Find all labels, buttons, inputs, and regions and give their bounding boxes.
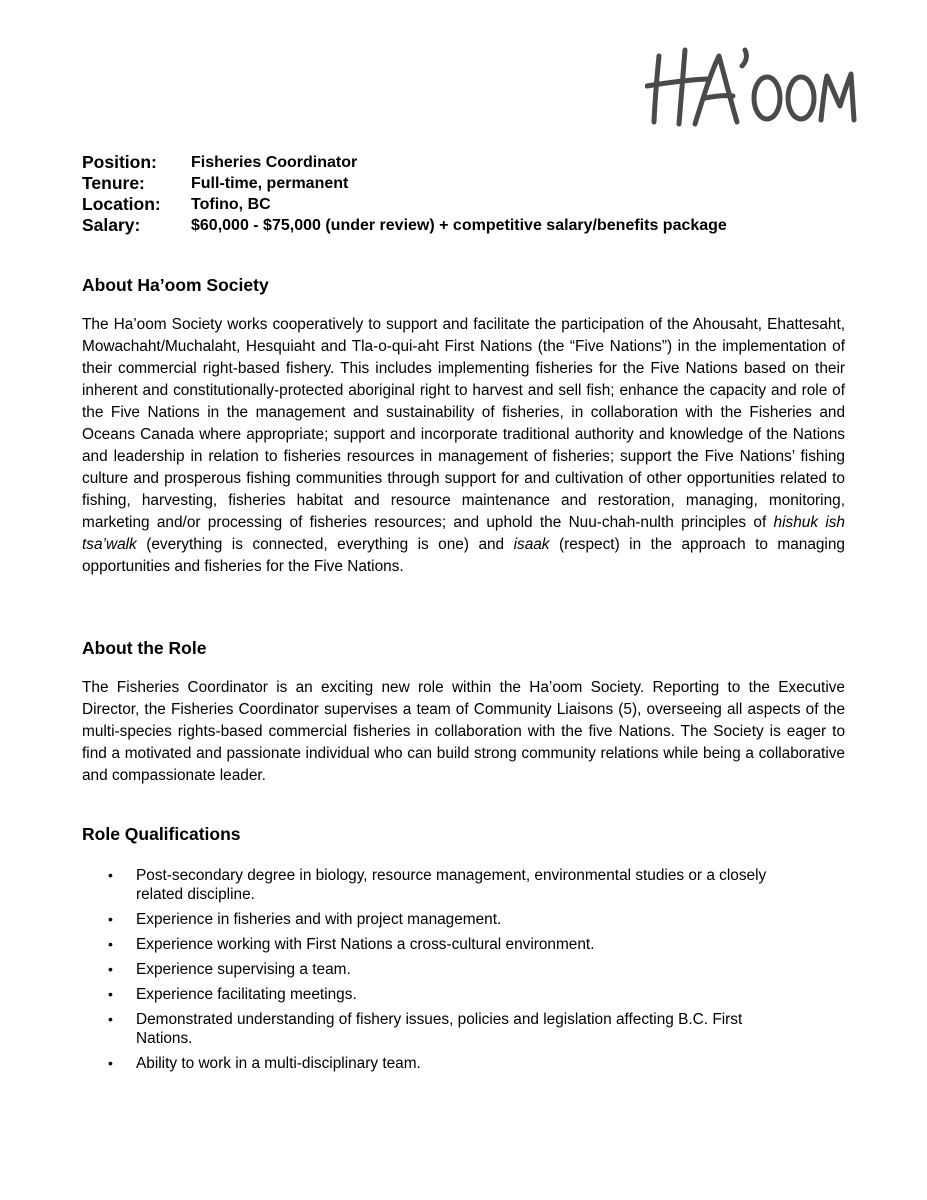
list-item — [108, 935, 828, 954]
list-item — [108, 960, 828, 979]
qualification-text: Demonstrated understanding of fishery issues, policies and legislation affecting B.C. First Nations. — [136, 1011, 743, 1047]
bullet-icon: • — [108, 986, 113, 1002]
job-detail-salary — [82, 215, 862, 236]
about-society-text-3: (respect) in the approach to managing opportunities and fisheries for the Five Nations. — [82, 536, 845, 575]
list-item — [108, 910, 828, 929]
salary-value: $60,000 - $75,000 (under review) + competitive salary/benefits package — [191, 216, 727, 234]
bullet-icon: • — [108, 1011, 113, 1027]
salary-label: Salary: — [82, 215, 141, 235]
position-label: Position: — [82, 152, 157, 172]
bullet-icon: • — [108, 911, 113, 927]
about-society-heading: About Ha’oom Society — [82, 275, 269, 295]
list-item — [108, 1054, 828, 1073]
bullet-icon: • — [108, 936, 113, 952]
about-society-paragraph — [82, 314, 845, 578]
about-society-italic-1: hishuk ish tsa’walk — [82, 514, 845, 553]
qualifications-heading: Role Qualifications — [82, 824, 241, 844]
qualification-text: Experience supervising a team. — [136, 961, 351, 978]
haoom-logo — [645, 36, 857, 132]
list-item — [108, 1010, 828, 1048]
qualifications-list — [108, 866, 828, 1079]
qualification-text: Experience facilitating meetings. — [136, 986, 357, 1003]
job-detail-position — [82, 152, 862, 173]
about-role-paragraph: The Fisheries Coordinator is an exciting new role within the Ha’oom Society. Reporting to the Executive Director, the Fisheries Coordinator supervises a team of Community Liaisons (5), overseeing all aspects of the multi-species rights-based commercial fisheries in collaboration with the five Nations. The Society is eager to find a motivated and passionate individual who can build strong community relations while being a collaborative and compassionate leader. — [82, 679, 845, 784]
about-society-text-2: (everything is connected, everything is one) and — [136, 536, 514, 553]
bullet-icon: • — [108, 1055, 113, 1071]
tenure-value: Full-time, permanent — [191, 174, 349, 192]
bullet-icon: • — [108, 961, 113, 977]
bullet-icon: • — [108, 867, 113, 883]
qualification-text: Experience working with First Nations a cross-cultural environment. — [136, 936, 595, 953]
haoom-logo-icon — [645, 36, 857, 132]
about-role-heading: About the Role — [82, 638, 207, 658]
list-item — [108, 985, 828, 1004]
about-society-text-1: The Ha’oom Society works cooperatively to support and facilitate the participation of the Ahousaht, Ehattesaht, Mowachaht/Muchalaht, Hesquiaht and Tla-o-qui-aht First Nations (the “Five Nations”) in the implementation of their commercial right-based fishery. This includes implementing fisheries for the Five Nations based on their inherent and constitutionally-protected aboriginal right to harvest and sell fish; enhance the capacity and role of the Five Nations in the management and sustainability of fisheries, in collaboration with the Fisheries and Oceans Canada where appropriate; support and incorporate traditional authority and knowledge of the Nations and leadership in relation to fisheries resources in management of fisheries; support the Five Nations’ fishing culture and prosperous fishing communities through support for and cultivation of other opportunities related to fishing, harvesting, fisheries habitat and resource maintenance and restoration, managing, monitoring, marketing and/or processing of fisheries resources; and uphold the Nuu-chah-nulth principles of — [82, 316, 845, 531]
tenure-label: Tenure: — [82, 173, 145, 193]
job-detail-location — [82, 194, 862, 215]
job-detail-tenure — [82, 173, 862, 194]
qualification-text: Experience in fisheries and with project management. — [136, 911, 502, 928]
qualification-text: Post-secondary degree in biology, resource management, environmental studies or a closely related discipline. — [136, 867, 767, 903]
location-value: Tofino, BC — [191, 195, 271, 213]
location-label: Location: — [82, 194, 161, 214]
job-details — [82, 152, 862, 236]
list-item — [108, 866, 828, 904]
position-value: Fisheries Coordinator — [191, 153, 358, 171]
about-society-italic-2: isaak — [513, 536, 550, 553]
qualification-text: Ability to work in a multi-disciplinary team. — [136, 1055, 421, 1072]
